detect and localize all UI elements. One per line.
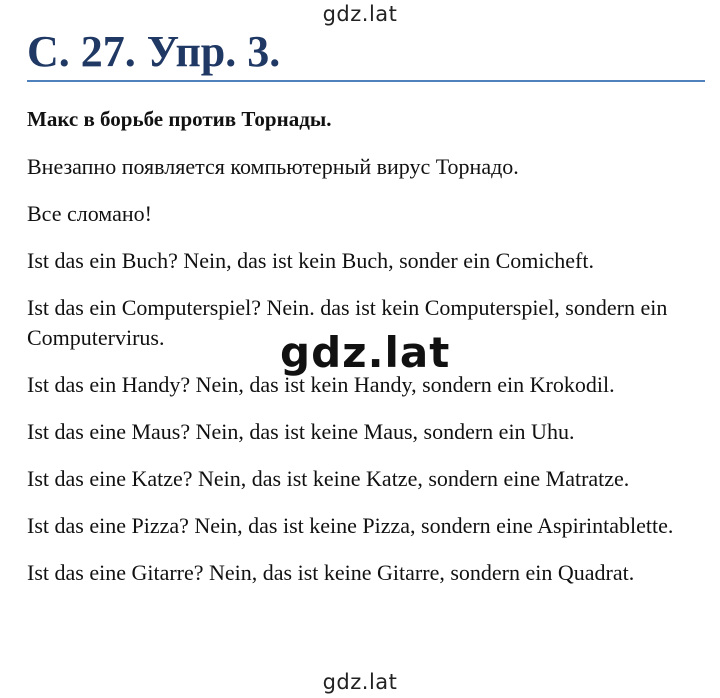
paragraph: Ist das eine Katze? Nein, das ist keine Katze, sondern eine Matratze. <box>27 466 630 491</box>
paragraph: Ist das ein Computerspiel? Nein. das ist kein Computerspiel, sondern ein Computervirus. <box>27 295 668 350</box>
paragraph: Ist das eine Pizza? Nein, das ist keine Pizza, sondern eine Aspirintablette. <box>27 513 674 538</box>
paragraph: Все сломано! <box>27 201 152 226</box>
paragraph: Ist das eine Maus? Nein, das ist keine Maus, sondern ein Uhu. <box>27 419 575 444</box>
page-title: С. 27. Упр. 3. <box>27 27 281 76</box>
watermark-middle: gdz.lat <box>280 328 451 377</box>
watermark-top: gdz.lat <box>322 2 398 26</box>
paragraph: Ist das ein Buch? Nein, das ist kein Buch, sonder ein Comicheft. <box>27 248 594 273</box>
title-divider <box>27 80 705 82</box>
paragraph: Ist das eine Gitarre? Nein, das ist keine Gitarre, sondern ein Quadrat. <box>27 560 635 585</box>
paragraph: Ist das ein Handy? Nein, das ist kein Handy, sondern ein Krokodil. <box>27 372 615 397</box>
watermark-bottom: gdz.lat <box>322 670 398 694</box>
paragraph: Внезапно появляется компьютерный вирус Торнадо. <box>27 154 519 179</box>
exercise-subtitle: Макс в борьбе против Торнады. <box>27 107 332 131</box>
